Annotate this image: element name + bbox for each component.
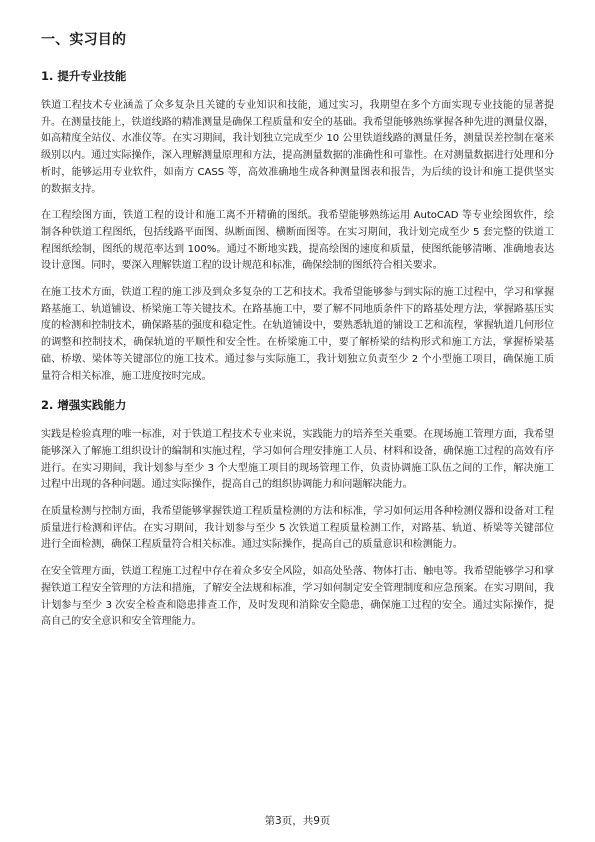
subsection-heading-practice: 2. 增强实践能力 [41,398,127,413]
paragraph: 在质量检测与控制方面，我希望能够掌握铁道工程质量检测的方法和标准，学习如何运用各种检测仪器和设备对工程质量进行检测和评估。在实习期间，我计划参与至少 5 次铁道工程质量检测工作，对路基、轨道、桥梁等关键部位进行全面检测，确保工程质量符合相关标准。通过实际操作，提高自己的质量意识和检测能力。 [41,506,554,551]
paragraph: 实践是检验真理的唯一标准，对于铁道工程技术专业来说，实践能力的培养至关重要。在现场施工管理方面，我希望能够深入了解施工组织设计的编制和实施过程，学习如何合理安排施工人员、材料和设备，确保施工过程的高效有序进行。在实习期间，我计划参与至少 3 个大型施工项目的现场管理工作，负责协调施工队伍之间的工作，解决施工过程中出现的各种问题。通过实际操作，提高自己的组织协调能力和问题解决能力。 [41,429,554,491]
paragraph: 在工程绘图方面，铁道工程的设计和施工离不开精确的图纸。我希望能够熟练运用 AutoCAD 等专业绘图软件，绘制各种铁道工程图纸，包括线路平面图、纵断面图、横断面图等。在实习期间，我计划完成至少 5 套完整的铁道工程图纸绘制，图纸的规范率达到 100%。通过不断地实践，提高绘图的速度和质量，使图纸能够清晰、准确地表达设计意图。同时，要深入理解铁道工程的设计规范和标准，确保绘制的图纸符合相关要求。 [41,210,554,272]
document-body [41,30,554,641]
section-heading: 一、实习目的 [41,32,127,48]
paragraph: 在安全管理方面，铁道工程施工过程中存在着众多安全风险，如高处坠落、物体打击、触电等。我希望能够学习和掌握铁道工程安全管理的方法和措施，了解安全法规和标准，学习如何制定安全管理制度和应急预案。在实习期间，我计划参与至少 3 次安全检查和隐患排查工作，及时发现和消除安全隐患，确保施工过程的安全。通过实际操作，提高自己的安全意识和安全管理能力。 [41,566,554,628]
page-number: 第3页，共9页 [264,815,331,827]
subsection-heading-skills: 1. 提升专业技能 [41,69,127,83]
paragraph: 在施工技术方面，铁道工程的施工涉及到众多复杂的工艺和技术。我希望能够参与到实际的施工过程中，学习和掌握路基施工、轨道铺设、桥梁施工等关键技术。在路基施工中，要了解不同地质条件下的路基处理方法，掌握路基压实度的检测和控制技术，确保路基的强度和稳定性。在轨道铺设中，要熟悉轨道的铺设工艺和流程，掌握轨道几何形位的调整和控制技术，确保轨道的平顺性和安全性。在桥梁施工中，要了解桥梁的结构形式和施工方法，掌握桥梁基础、桥墩、梁体等关键部位的施工技术。通过参与实际施工，我计划独立负责至少 2 个小型施工项目，确保施工质量符合相关标准，施工进度按时完成。 [41,287,554,382]
paragraph: 铁道工程技术专业涵盖了众多复杂且关键的专业知识和技能，通过实习，我期望在多个方面实现专业技能的显著提升。在测量技能上，铁道线路的精准测量是确保工程质量和安全的基础。我希望能够熟练掌握各种先进的测量仪器，如高精度全站仪、水准仪等。在实习期间，我计划独立完成至少 10 公里铁道线路的测量任务，测量误差控制在毫米级别以内。通过实际操作，深入理解测量原理和方法，提高测量数据的准确性和可靠性。在对测量数据进行处理和分析时，能够运用专业软件，如南方 CASS 等，高效准确地生成各种测量图表和报告，为后续的设计和施工提供坚实的数据支持。 [41,100,554,195]
